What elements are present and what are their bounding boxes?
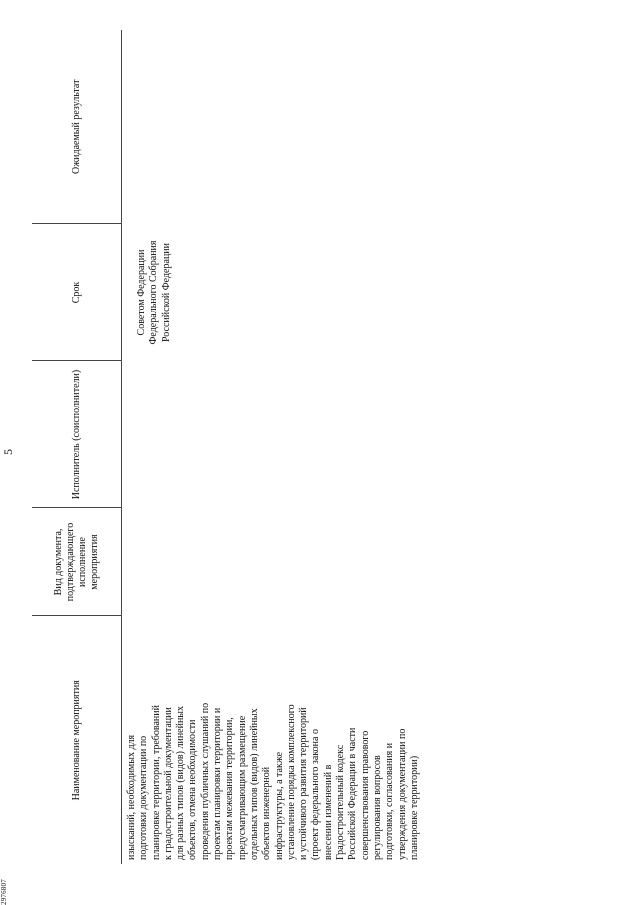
table-header-row [32,30,122,864]
page-number: 5 [1,449,15,455]
header-term: Срок [32,224,122,361]
header-result: Ожидаемый результат [32,30,122,224]
measure-name-line: изысканий, необходимых для [126,734,137,860]
measure-name-line: регулирования вопросов [371,755,383,860]
measure-name-line: совершенствования правового [359,730,371,860]
measure-name-line: утверждения документации по [396,728,408,860]
measure-name-line: отдельных типов (видов) линейных [248,708,260,860]
term-text: Советом Федерации Федерального Собрания Российской Федерации [136,240,172,345]
header-doc-type: Вид документа, подтверждающего исполнение мероприятия [32,508,122,616]
measure-name-line: (проект федерального закона о [310,729,322,860]
measure-name-text [126,620,421,860]
measure-name-line: Градостроительный кодекс [335,744,347,860]
measure-name-line: установление порядка комплексного [285,704,297,860]
measure-name-line: проектам межевания территории, [224,717,236,860]
measure-name-line: проектам планировки территории и [212,707,224,860]
measure-name-line: объектов, отмена необходимости [187,719,199,860]
measure-name-line: внесении изменений в [322,764,334,860]
cell-term [122,224,422,361]
cell-result [122,30,422,224]
measure-name-line: для разных типов (видов) линейных [175,705,187,860]
document-code: 2976807 [0,879,8,905]
cell-doc-type [122,508,422,616]
measure-name-line: объектов инженерной [261,766,273,860]
measure-name-line: проведения публичных слушаний по [199,702,211,860]
measure-name-line: и устойчивого развития территорий [298,707,310,860]
measure-name-line: к градостроительной документации [162,707,174,860]
header-name: Наименование мероприятия [32,616,122,864]
cell-executor [122,361,422,508]
measures-table [32,30,421,864]
measure-name-line: планировке территории) [408,755,420,860]
header-executor: Исполнитель (соисполнители) [32,361,122,508]
cell-name [122,616,422,864]
measure-name-line: подготовки документации по [138,735,150,860]
measure-name-line: предусматривающим размещение [236,715,248,860]
measure-name-line: планировке территории, требований [150,705,162,860]
table-row [122,30,422,864]
measure-name-line: Российской Федерации в части [347,727,359,860]
measure-name-line: подготовки, согласования и [384,742,396,860]
measure-name-line: инфраструктуры, а также [273,751,285,860]
